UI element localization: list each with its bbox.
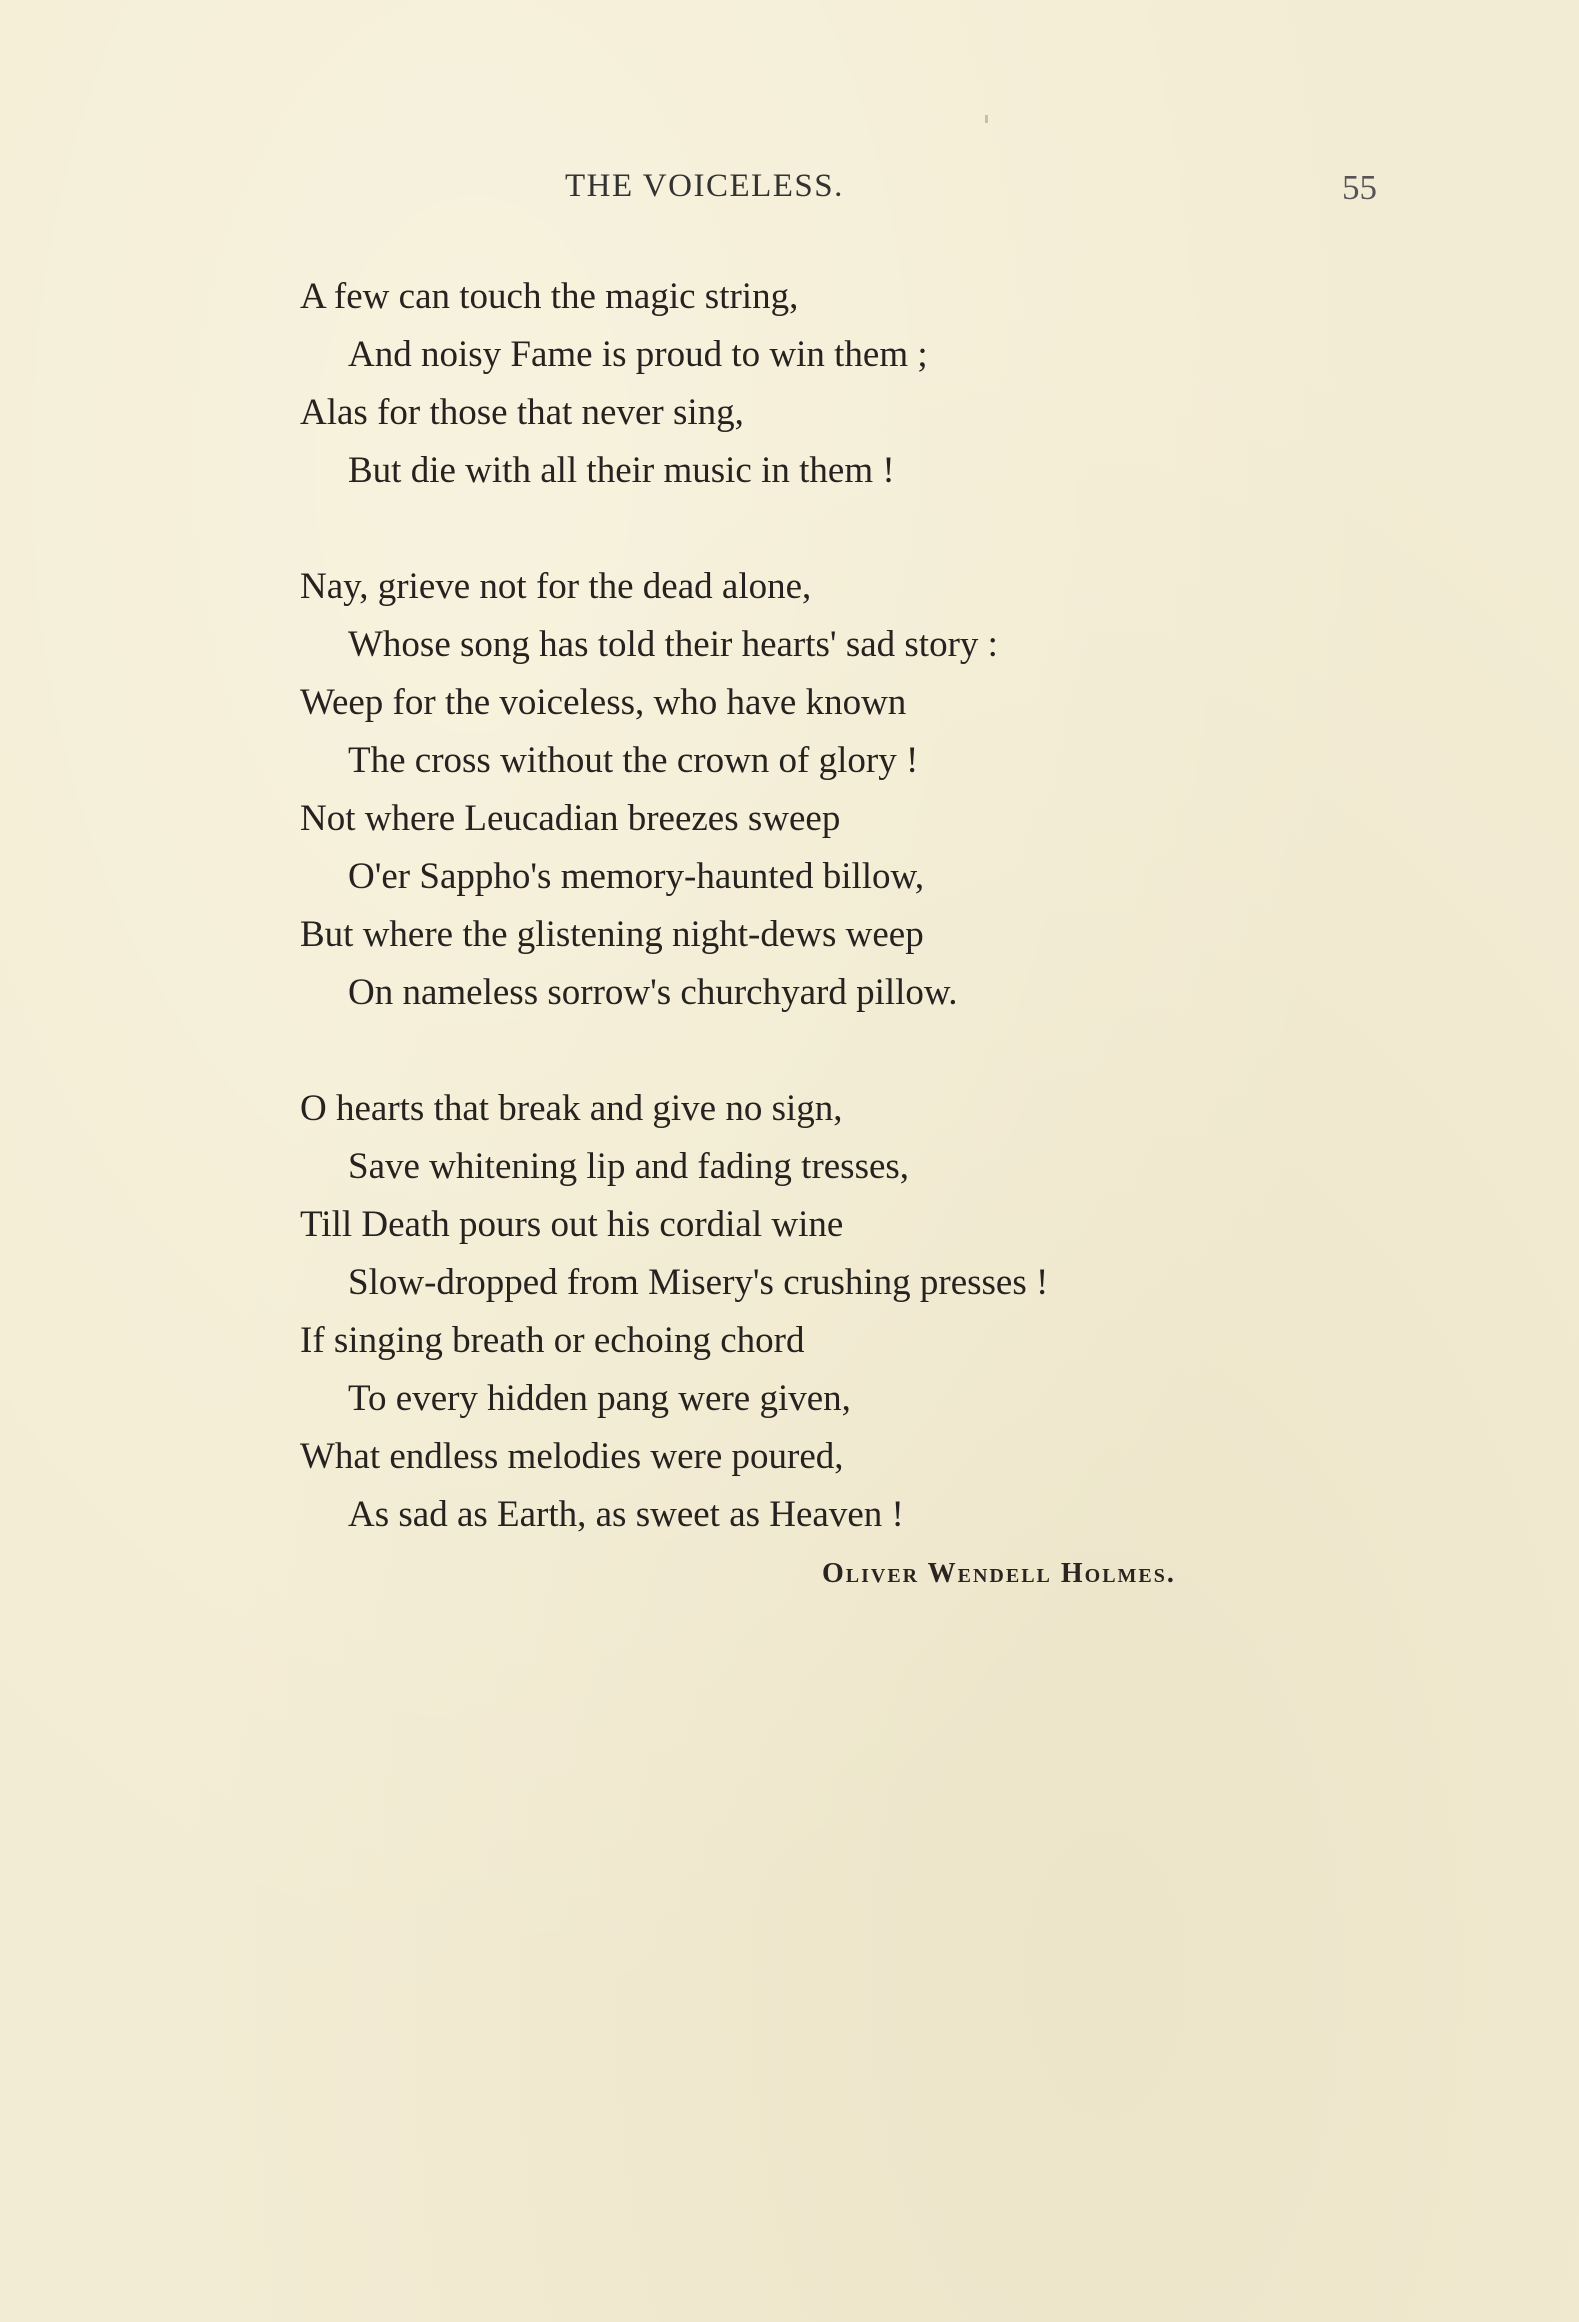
scan-mark	[985, 115, 988, 123]
poem-line: The cross without the crown of glory !	[348, 740, 919, 781]
poem-line: What endless melodies were poured,	[300, 1436, 844, 1477]
poem-line: But where the glistening night-dews weep	[300, 914, 924, 955]
poem-line: To every hidden pang were given,	[348, 1378, 851, 1419]
running-title: THE VOICELESS.	[565, 168, 844, 204]
poem-line: Slow-dropped from Misery's crushing presses !	[348, 1262, 1049, 1303]
poem-line: Save whitening lip and fading tresses,	[348, 1146, 910, 1187]
page-number: 55	[1342, 168, 1377, 207]
poem-line: And noisy Fame is proud to win them ;	[348, 334, 928, 375]
poem-line: A few can touch the magic string,	[300, 276, 799, 317]
author-attribution: Oliver Wendell Holmes.	[822, 1558, 1176, 1589]
poem-line: Weep for the voiceless, who have known	[300, 682, 907, 723]
stanza-3	[300, 1080, 1300, 1544]
poem-line: Alas for those that never sing,	[300, 392, 744, 433]
poem-line: O hearts that break and give no sign,	[300, 1088, 843, 1129]
poem-line: Till Death pours out his cordial wine	[300, 1204, 844, 1245]
poem-line: Whose song has told their hearts' sad story :	[348, 624, 998, 665]
poem-line: As sad as Earth, as sweet as Heaven !	[348, 1494, 904, 1535]
poem-line: On nameless sorrow's churchyard pillow.	[348, 972, 958, 1013]
stanza-2	[300, 558, 1300, 1022]
poem-line: O'er Sappho's memory-haunted billow,	[348, 856, 925, 897]
poem-line: Nay, grieve not for the dead alone,	[300, 566, 812, 607]
poem-line: If singing breath or echoing chord	[300, 1320, 805, 1361]
poem-line: Not where Leucadian breezes sweep	[300, 798, 841, 839]
poem	[300, 268, 1300, 1602]
stanza-1	[300, 268, 1300, 500]
running-head	[0, 168, 1579, 218]
poem-line: But die with all their music in them !	[348, 450, 895, 491]
